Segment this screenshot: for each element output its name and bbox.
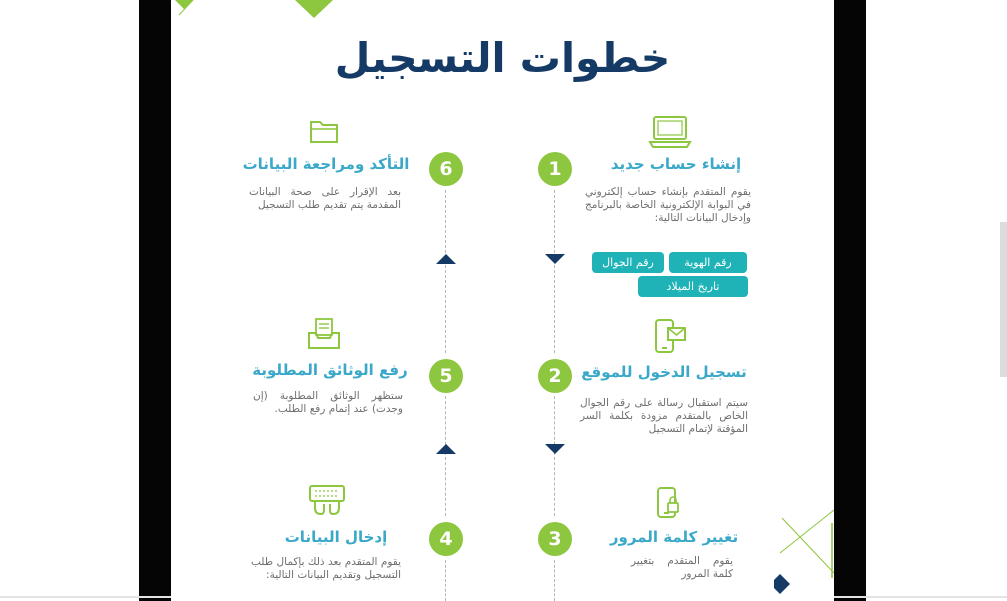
step-2-number: 2 bbox=[538, 359, 572, 393]
step-4-description: يقوم المتقدم بعد ذلك بإكمال طلب التسجيل وتقديم البيانات التالية: bbox=[251, 556, 401, 581]
step-5-number: 5 bbox=[429, 359, 463, 393]
step-1-description: يقوم المتقدم بإنشاء حساب إلكتروني في البوابة الإلكترونية الخاصة بالبرنامج وإدخال البيانات التالية: bbox=[585, 186, 751, 224]
chip-birth-date: تاريخ الميلاد bbox=[638, 276, 748, 297]
step-6-description: بعد الإقرار على صحة البيانات المقدمة يتم تقديم طلب التسجيل bbox=[249, 186, 401, 211]
step-6-number: 6 bbox=[429, 152, 463, 186]
right-black-border bbox=[834, 0, 866, 601]
laptop-icon bbox=[648, 114, 692, 150]
arrow-up-icon bbox=[436, 254, 456, 264]
connector-right-3 bbox=[554, 560, 555, 601]
step-5-description: ستظهر الوثائق المطلوبة (إن وجدت) عند إتمام رفع الطلب. bbox=[253, 390, 403, 415]
left-black-border bbox=[139, 0, 171, 601]
page-title: خطوات التسجيل bbox=[334, 34, 671, 82]
arrow-down-icon bbox=[545, 254, 565, 264]
connector-left-3 bbox=[445, 560, 446, 601]
document-tray-icon bbox=[306, 316, 342, 352]
connector-right-2 bbox=[554, 396, 555, 516]
arrow-up-icon bbox=[436, 444, 456, 454]
keyboard-hands-icon bbox=[307, 482, 347, 520]
connector-left-1 bbox=[445, 190, 446, 353]
step-6-title: التأكد ومراجعة البيانات bbox=[242, 155, 410, 173]
connector-left-2 bbox=[445, 396, 446, 516]
chip-mobile-number: رقم الجوال bbox=[592, 252, 664, 273]
step-4-title: إدخال البيانات bbox=[284, 528, 388, 546]
step-2-title: تسجيل الدخول للموقع bbox=[581, 363, 747, 381]
step-5-title: رفع الوثائق المطلوبة bbox=[252, 361, 408, 379]
step-2-description: سيتم استقبال رسالة على رقم الجوال الخاص بالمتقدم مزودة بكلمة السر المؤقتة لإتمام التسجيل bbox=[580, 397, 748, 435]
arrow-down-icon bbox=[545, 444, 565, 454]
step-4-number: 4 bbox=[429, 522, 463, 556]
step-1-title: إنشاء حساب جديد bbox=[610, 155, 742, 173]
step-3-title: تغيير كلمة المرور bbox=[609, 528, 739, 546]
phone-lock-icon bbox=[653, 486, 683, 520]
scrollbar-thumb[interactable] bbox=[1000, 222, 1007, 377]
step-3-description: يقوم المتقدم بتغيير كلمة المرور bbox=[631, 555, 733, 580]
connector-right-1 bbox=[554, 190, 555, 353]
step-3-number: 3 bbox=[538, 522, 572, 556]
top-decoration bbox=[171, 0, 834, 22]
chip-id-number: رقم الهوية bbox=[669, 252, 747, 273]
corner-decoration bbox=[774, 508, 834, 601]
phone-message-icon bbox=[652, 318, 688, 356]
infographic-page bbox=[171, 0, 834, 601]
folder-icon bbox=[308, 116, 340, 146]
step-1-number: 1 bbox=[538, 152, 572, 186]
